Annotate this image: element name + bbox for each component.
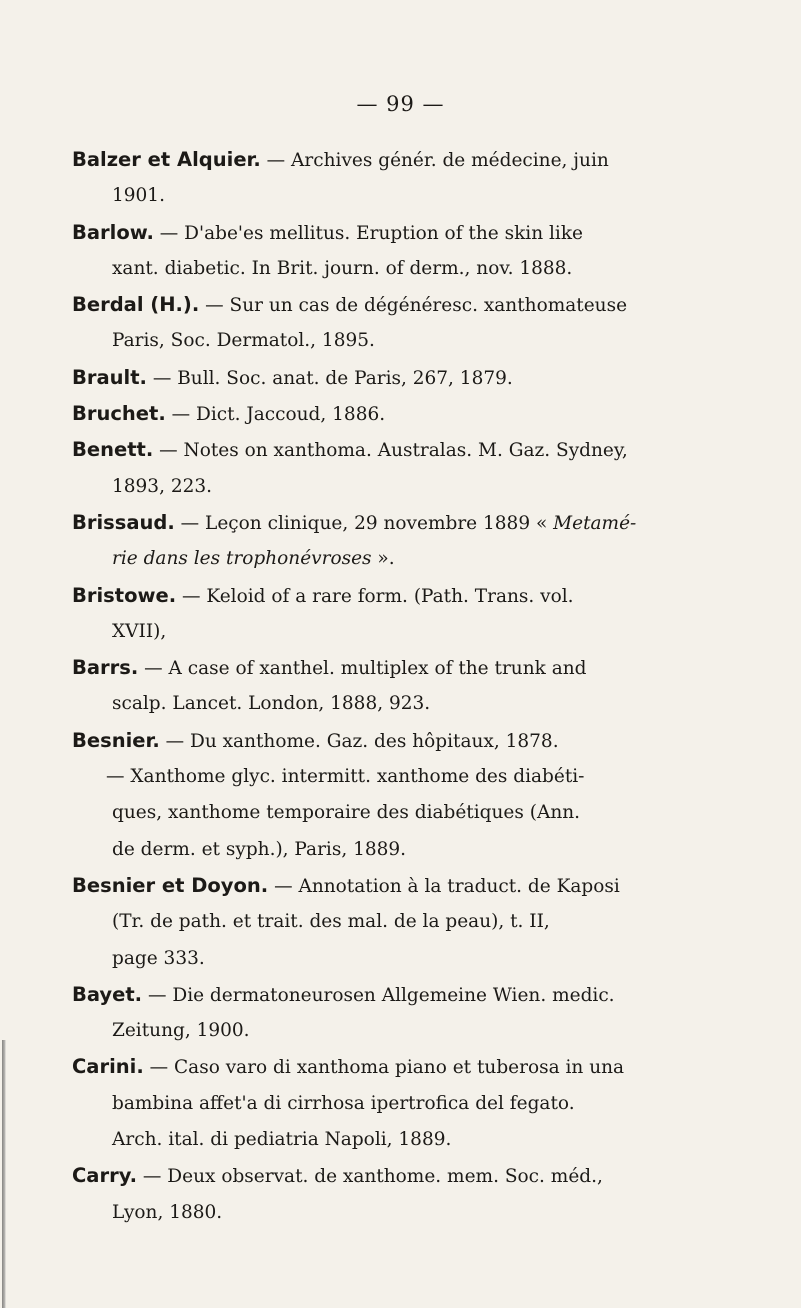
entry-line: Arch. ital. di pediatria Napoli, 1889. bbox=[112, 1129, 452, 1151]
entry-text: — Sur un cas de dégénéresc. xanthomateuse bbox=[199, 295, 628, 317]
bibliography-entry bbox=[72, 578, 772, 651]
entry-title-italic: Metamé- bbox=[553, 512, 637, 534]
bibliography-entry bbox=[72, 759, 772, 868]
bibliography-entry bbox=[72, 360, 772, 396]
binding-shadow bbox=[2, 1040, 6, 1308]
entry-line: 1893, 223. bbox=[112, 475, 213, 497]
entry-text: ». bbox=[371, 548, 395, 570]
entry-line: bambina affet'a di cirrhosa ipertrofica del fegato. bbox=[112, 1092, 575, 1114]
entry-text: — Bull. Soc. anat. de Paris, 267, 1879. bbox=[146, 367, 513, 389]
entry-text: — Xanthome glyc. intermitt. xanthome des diabéti- bbox=[106, 766, 585, 788]
entry-text: — Leçon clinique, 29 novembre 1889 « bbox=[174, 512, 554, 534]
bibliography-entry bbox=[72, 215, 772, 288]
bibliography-entry bbox=[72, 142, 772, 215]
entry-line: Lyon, 1880. bbox=[112, 1201, 223, 1223]
entry-author: Barlow. bbox=[72, 220, 154, 244]
entry-author: Bayet. bbox=[72, 982, 143, 1006]
entry-author: Bruchet. bbox=[72, 402, 166, 426]
bibliography-entry bbox=[72, 396, 772, 432]
bibliography-entry bbox=[72, 1049, 772, 1158]
entry-text: — Annotation à la traduct. de Kaposi bbox=[268, 875, 620, 897]
bibliography-entry bbox=[72, 723, 772, 759]
entry-title-italic: rie dans les trophonévroses bbox=[112, 548, 372, 570]
bibliography-entry bbox=[72, 868, 772, 977]
entry-text: — Archives génér. de médecine, juin bbox=[260, 150, 609, 171]
entry-author: Carry. bbox=[72, 1164, 138, 1188]
entry-line: ques, xanthome temporaire des diabétiques (Ann. bbox=[112, 802, 581, 824]
entry-text: — Keloid of a rare form. (Path. Trans. vol. bbox=[176, 585, 574, 607]
entry-author: Brissaud. bbox=[72, 510, 175, 534]
entry-author: Besnier. bbox=[72, 728, 160, 752]
entry-author: Balzer et Alquier. bbox=[72, 148, 261, 171]
bibliography-entry bbox=[72, 432, 772, 505]
entry-text: — A case of xanthel. multiplex of the trunk and bbox=[138, 658, 587, 680]
entry-line: 1901. bbox=[112, 185, 165, 207]
entry-text: — Notes on xanthoma. Australas. M. Gaz. Sydney, bbox=[153, 440, 628, 462]
bibliography-entry bbox=[72, 287, 772, 360]
bibliography-entry bbox=[72, 1158, 772, 1231]
entry-author: Bristowe. bbox=[72, 583, 177, 607]
entry-author: Carini. bbox=[72, 1055, 144, 1079]
page-number: — 99 — bbox=[356, 92, 445, 116]
entry-line: de derm. et syph.), Paris, 1889. bbox=[112, 838, 407, 860]
entry-text: — Deux observat. de xanthome. mem. Soc. méd., bbox=[137, 1166, 603, 1188]
entry-text: — Caso varo di xanthoma piano et tuberosa in una bbox=[143, 1057, 625, 1079]
entry-line: xant. diabetic. In Brit. journ. of derm., nov. 1888. bbox=[112, 257, 573, 279]
bibliography-entry bbox=[72, 977, 772, 1050]
entry-author: Brault. bbox=[72, 365, 147, 389]
entry-text: — D'abe'es mellitus. Eruption of the skin like bbox=[153, 222, 584, 244]
entry-line: page 333. bbox=[112, 947, 205, 969]
entry-author: Barrs. bbox=[72, 656, 139, 680]
entry-text: — Die dermatoneurosen Allgemeine Wien. medic. bbox=[142, 984, 615, 1006]
entry-line: Paris, Soc. Dermatol., 1895. bbox=[112, 330, 375, 352]
bibliography-list bbox=[72, 142, 772, 1231]
entry-author: Besnier et Doyon. bbox=[72, 873, 269, 897]
bibliography-entry bbox=[72, 505, 772, 578]
entry-line: Zeitung, 1900. bbox=[112, 1020, 250, 1042]
entry-text: — Du xanthome. Gaz. des hôpitaux, 1878. bbox=[159, 730, 559, 752]
entry-author: Benett. bbox=[72, 438, 154, 462]
bibliography-entry bbox=[72, 650, 772, 723]
entry-text: — Dict. Jaccoud, 1886. bbox=[165, 404, 386, 426]
entry-line: (Tr. de path. et trait. des mal. de la peau), t. II, bbox=[112, 911, 550, 933]
entry-line: XVII), bbox=[112, 620, 167, 642]
entry-line: scalp. Lancet. London, 1888, 923. bbox=[112, 693, 431, 715]
entry-author: Berdal (H.). bbox=[72, 293, 200, 317]
